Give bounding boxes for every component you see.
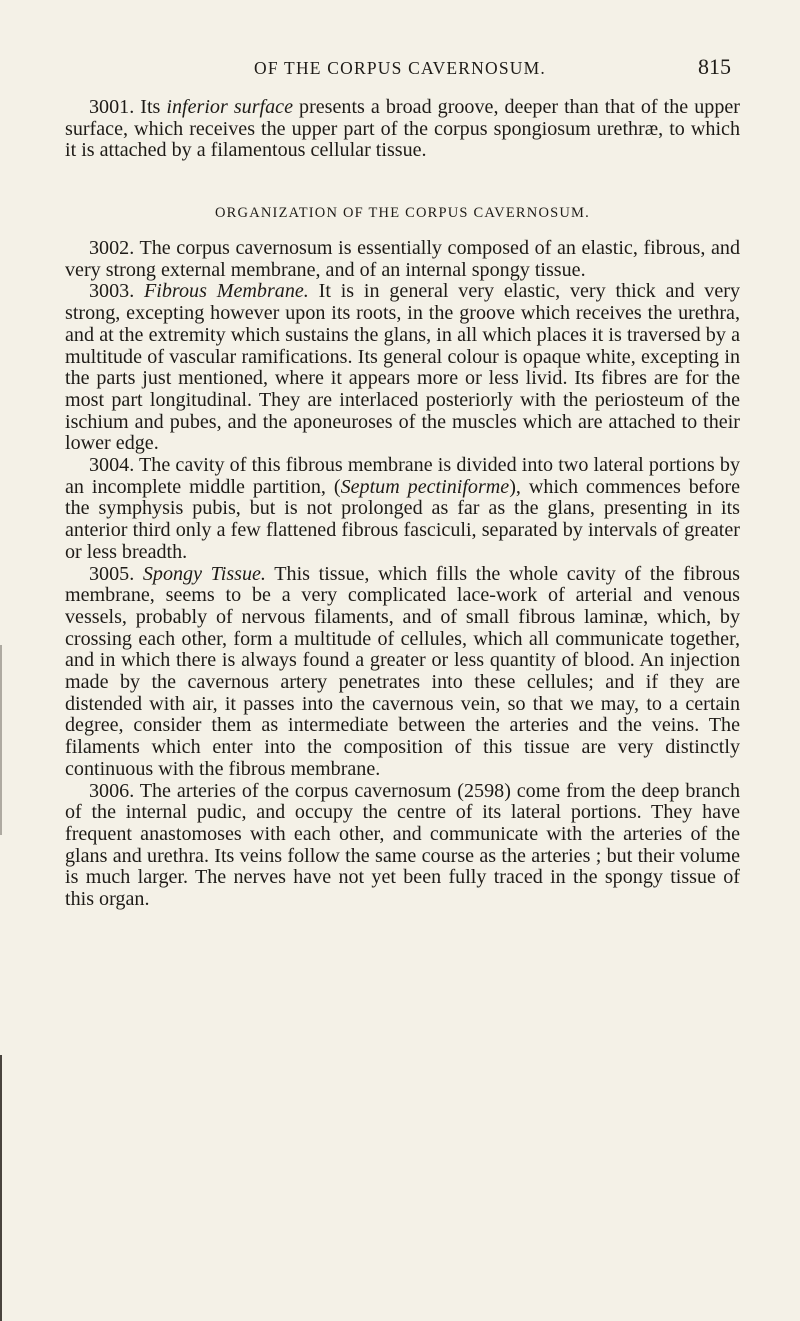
main-text-block [65,238,740,911]
paragraph-text: The cavity of this fibrous membrane is divided into two lateral portions by an incomplete middle partition, ( [65,454,740,498]
paragraph-text: It is in general very elastic, very thick and very strong, excepting however upon its roots, in the groove which receives the urethra, and at the extremity which sustains the glans, in all which places it is traversed by a multitude of vascular ramifications. Its general colour is opaque white, excepting in the parts just mentioned, where it appears more or less livid. Its fibres are for the most part longitudinal. They are interlaced posteriorly with the periosteum of the ischium and pubes, and the aponeuroses of the muscles which are attached to their lower edge. [65,280,741,455]
paragraph-number: 3001. [89,96,135,118]
binding-edge-line [0,1055,2,1321]
paragraph-number: 3006. [89,779,135,802]
section-heading: ORGANIZATION OF THE CORPUS CAVERNOSUM. [215,205,590,221]
paragraph-3004 [65,455,740,564]
running-head [0,54,800,82]
paragraph-text: The corpus cavernosum is essentially composed of an elastic, fibrous, and very strong external membrane, and of an internal spongy tissue. [65,237,740,281]
italic-term: Fibrous Membrane. [134,280,309,303]
paragraph-3002 [65,238,740,281]
italic-term: Septum pectiniforme [340,475,510,498]
paragraph-number: 3004. [89,454,135,477]
page-number: 815 [698,54,731,79]
paragraph-3001-block [65,97,740,162]
paragraph-number: 3002. [89,237,135,259]
paragraph-number: 3005. [89,562,135,585]
italic-term: inferior surface [166,96,293,118]
paragraph-text: presents a broad groove, deeper than that of the upper surface, which receives the upper part of the corpus spongiosum urethræ, to which it is attached by a filamentous cellular tissue. [65,96,741,162]
paragraph-text: ), which commences before the symphysis pubis, but is not prolonged as far as the glans, presenting in its anterior third only a few flattened fibrous fasciculi, separated by intervals of greater or less breadth. [65,475,741,563]
paragraph-number: 3003. [89,280,135,303]
paragraph-3003 [65,281,740,455]
running-title: OF THE CORPUS CAVERNOSUM. [254,58,546,78]
paragraph-3006 [65,781,740,911]
binding-edge-shadow [0,645,2,835]
italic-term: Spongy Tissue. [134,562,266,585]
paragraph-text: This tissue, which fills the whole cavity of the fibrous membrane, seems to be a very complicated lace-work of arterial and venous vessels, probably of nervous filaments, and of small fibrous laminæ, which, by crossing each other, form a multitude of cellules, which all communicate together, and in which there is always found a greater or less quantity of blood. An injection made by the cavernous artery penetrates into these cellules; and if they are distended with air, it passes into the cavernous vein, so that we may, to a certain degree, consider them as intermediate between the arteries and the veins. The filaments which enter into the composition of this tissue are very distinctly continuous with the fibrous membrane. [65,562,740,780]
paragraph-3005 [65,564,740,781]
paragraph-text: Its [134,96,167,118]
paragraph-3001 [65,97,740,162]
paragraph-text: The arteries of the corpus cavernosum (2598) come from the deep branch of the internal pudic, and occupy the centre of its lateral portions. They have frequent anastomoses with each other, and communicate with the arteries of the glans and urethra. Its veins follow the same course as the arteries ; but their volume is much larger. The nerves have not yet been fully traced in the spongy tissue of this organ. [65,779,740,911]
